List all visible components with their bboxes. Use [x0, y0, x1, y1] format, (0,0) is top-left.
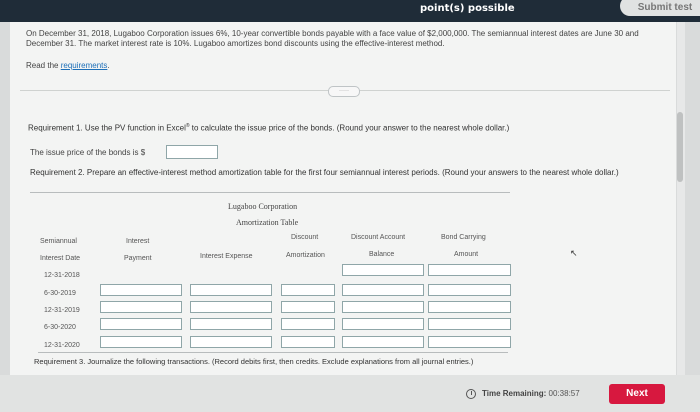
header-amortization: Amortization	[286, 252, 325, 259]
discount-amortization-input[interactable]	[281, 318, 335, 330]
divider	[38, 352, 508, 353]
row-date-label: 12-31-2020	[44, 342, 80, 349]
mouse-cursor-icon: ↖	[570, 248, 578, 258]
submit-test-button[interactable]: Submit test	[620, 0, 700, 16]
row-date-label: 12-31-2018	[44, 272, 80, 279]
requirement-2-text: Requirement 2. Prepare an effective-interest method amortization table for the first four semiannual interest periods. (Round your answers to the nearest whole dollar.)	[30, 168, 619, 177]
scrollbar-thumb[interactable]	[677, 112, 683, 182]
row-date-label: 12-31-2019	[44, 307, 80, 314]
points-label: point(s) possible	[420, 3, 515, 14]
table-title: Amortization Table	[236, 218, 299, 227]
carrying-amount-input[interactable]	[428, 284, 511, 296]
req1-text-before: Requirement 1. Use the PV function in Excel	[28, 123, 186, 133]
interest-expense-input[interactable]	[190, 336, 272, 348]
table-company-name: Lugaboo Corporation	[228, 202, 298, 211]
discount-amortization-input[interactable]	[281, 301, 335, 313]
header-amount: Amount	[454, 251, 479, 258]
question-panel	[10, 22, 676, 392]
scrollbar[interactable]	[677, 22, 685, 392]
top-bar	[0, 0, 700, 22]
header-interest-expense: Interest Expense	[200, 253, 253, 260]
header-interest: Interest	[126, 238, 150, 245]
requirement-3-text: Requirement 3. Journalize the following transactions. (Record debits first, then credits. Exclude explanations from all journal entries.)	[34, 357, 474, 366]
clock-icon	[466, 389, 476, 399]
interest-expense-input[interactable]	[190, 301, 272, 313]
divider	[30, 192, 510, 193]
collapse-toggle-button[interactable]: ·····	[328, 86, 360, 97]
interest-payment-input[interactable]	[100, 336, 182, 348]
carrying-amount-input[interactable]	[428, 336, 511, 348]
header-discount: Discount	[291, 234, 319, 241]
time-remaining	[482, 389, 580, 398]
question-text: On December 31, 2018, Lugaboo Corporation issues 6%, 10-year convertible bonds payable with a face value of $2,000,000. The semiannual interest dates are June 30 and December 31. The market interest rate is 10%. Lugaboo amortizes bond discounts using the effective-interest method.	[26, 29, 639, 48]
issue-price-input[interactable]	[166, 145, 218, 159]
discount-balance-input[interactable]	[342, 318, 424, 330]
issue-price-label: The issue price of the bonds is $	[30, 148, 146, 157]
header-semiannual: Semiannual	[40, 238, 77, 245]
interest-expense-input[interactable]	[190, 284, 272, 296]
read-suffix: .	[107, 61, 110, 70]
carrying-amount-input[interactable]	[428, 264, 511, 276]
discount-balance-input[interactable]	[342, 336, 424, 348]
interest-payment-input[interactable]	[100, 301, 182, 313]
header-discount-account: Discount Account	[351, 234, 406, 241]
header-bond-carrying: Bond Carrying	[441, 234, 486, 241]
header-balance: Balance	[369, 251, 395, 258]
req1-text-after: to calculate the issue price of the bonds. (Round your answer to the nearest whole dollar.)	[189, 123, 510, 133]
time-remaining-value: 00:38:57	[548, 389, 580, 398]
requirements-link[interactable]: requirements	[60, 61, 108, 70]
interest-payment-input[interactable]	[100, 318, 182, 330]
row-date-label: 6-30-2019	[44, 290, 76, 297]
requirement-1-text	[28, 123, 509, 133]
interest-payment-input[interactable]	[100, 284, 182, 296]
interest-expense-input[interactable]	[190, 318, 272, 330]
registered-mark: ®	[185, 123, 190, 129]
header-interest-date: Interest Date	[40, 255, 81, 262]
row-date-label: 6-30-2020	[44, 324, 76, 331]
discount-balance-input[interactable]	[342, 264, 424, 276]
carrying-amount-input[interactable]	[428, 301, 511, 313]
read-requirements-line	[26, 61, 110, 70]
discount-amortization-input[interactable]	[281, 284, 335, 296]
read-prefix: Read the	[26, 61, 61, 70]
time-remaining-label: Time Remaining:	[482, 389, 547, 398]
discount-balance-input[interactable]	[342, 301, 424, 313]
next-button[interactable]: Next	[609, 384, 665, 404]
carrying-amount-input[interactable]	[428, 318, 511, 330]
discount-balance-input[interactable]	[342, 284, 424, 296]
discount-amortization-input[interactable]	[281, 336, 335, 348]
header-payment: Payment	[124, 255, 152, 262]
footer-bar	[0, 375, 700, 412]
